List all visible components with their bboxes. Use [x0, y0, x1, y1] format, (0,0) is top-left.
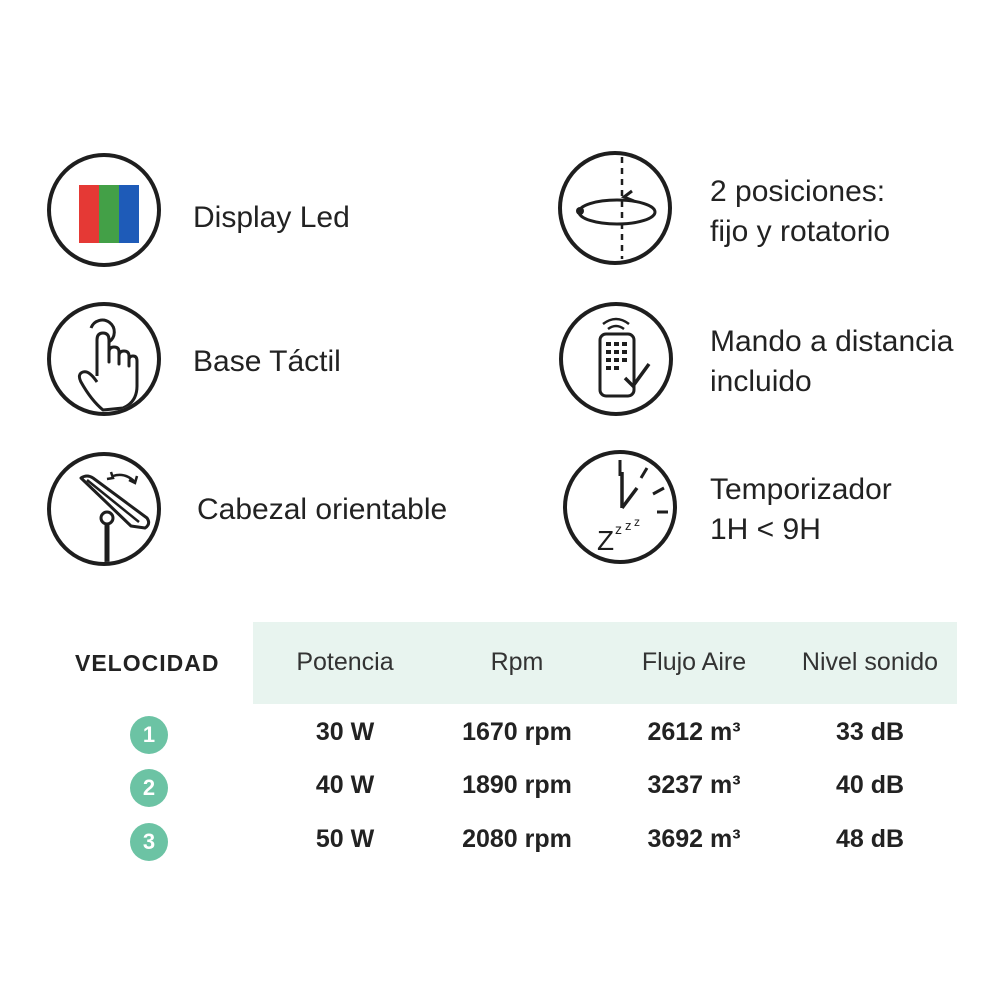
cell-rpm: 2080 rpm [462, 825, 572, 853]
timer-sleep-icon [563, 450, 677, 564]
cell-power: 30 W [315, 718, 375, 746]
tilting-head-icon [47, 452, 161, 566]
feature-rotation-label: 2 posiciones: fijo y rotatorio [710, 175, 891, 248]
cell-sound: 40 dB [835, 771, 905, 799]
header-flujo-aire: Flujo Aire [641, 648, 747, 676]
speed-badge: 3 [130, 823, 168, 861]
feature-display-led-label: Display Led [193, 201, 350, 234]
cell-airflow: 3692 m³ [647, 825, 741, 853]
cell-rpm: 1890 rpm [462, 771, 572, 799]
header-nivel-sonido: Nivel sonido [801, 648, 939, 676]
touch-hand-icon [47, 302, 161, 416]
cell-rpm: 1670 rpm [462, 718, 572, 746]
header-potencia: Potencia [296, 648, 394, 676]
cell-airflow: 2612 m³ [647, 718, 741, 746]
feature-remote-label: Mando a distancia incluido [710, 325, 954, 398]
header-rpm: Rpm [490, 648, 544, 676]
feature-tilting-head-label: Cabezal orientable [197, 493, 448, 526]
svg-text:Z: Z [597, 525, 615, 556]
feature-timer-label: Temporizador 1H < 9H [710, 473, 892, 546]
svg-text:z: z [634, 515, 640, 529]
cell-airflow: 3237 m³ [647, 771, 741, 799]
rotation-icon [558, 151, 672, 265]
speed-badge: 1 [130, 716, 168, 754]
svg-text:z: z [625, 518, 632, 533]
speed-badge: 2 [130, 769, 168, 807]
feature-touch-base-label: Base Táctil [193, 345, 341, 378]
cell-sound: 48 dB [835, 825, 905, 853]
rgb-display-icon [47, 153, 161, 267]
cell-sound: 33 dB [835, 718, 905, 746]
svg-text:z: z [615, 521, 622, 537]
cell-power: 50 W [315, 825, 375, 853]
header-velocidad: VELOCIDAD [75, 650, 220, 676]
cell-power: 40 W [315, 771, 375, 799]
remote-control-icon [559, 302, 673, 416]
